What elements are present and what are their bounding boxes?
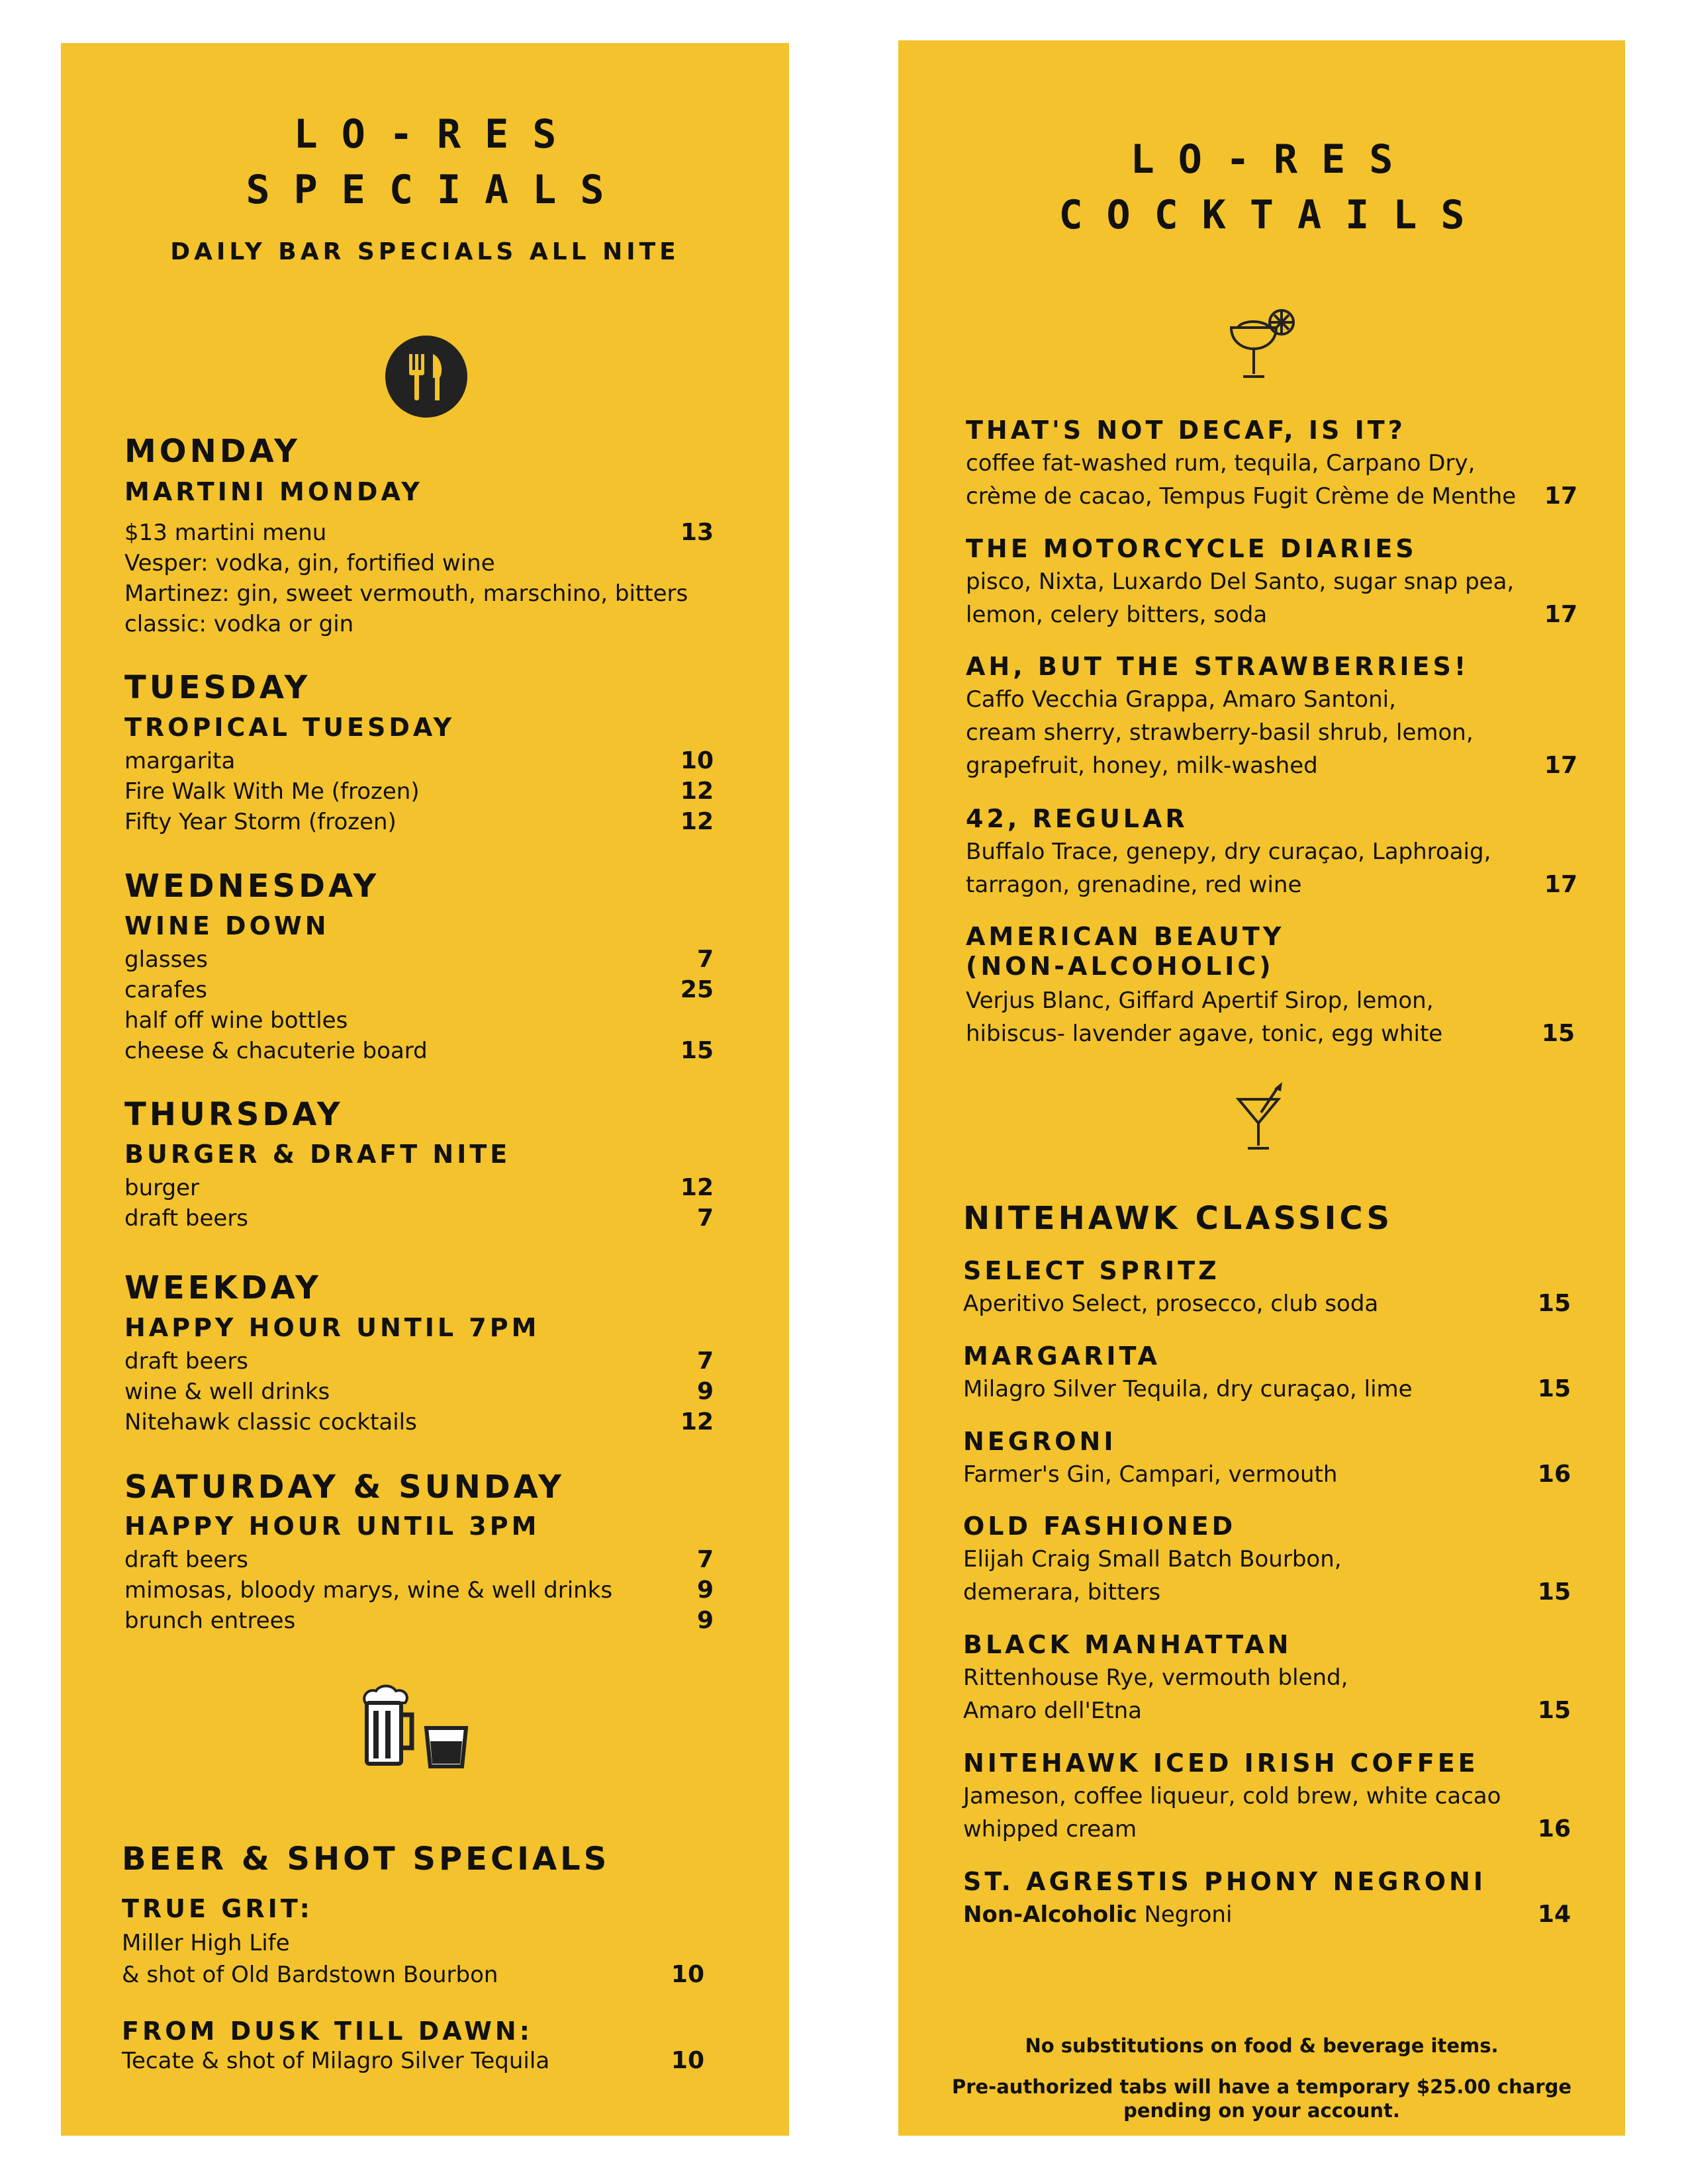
specials-subtitle: DAILY BAR SPECIALS ALL NITE: [170, 238, 680, 265]
dusk-price: 10: [671, 2047, 704, 2074]
weekend-item: mimosas, bloody marys, wine & well drinks: [124, 1577, 613, 1604]
weekday-price: 9: [696, 1378, 714, 1405]
weekday-item: Nitehawk classic cocktails: [124, 1409, 417, 1435]
wednesday-price: 25: [680, 976, 714, 1003]
weekday-item: draft beers: [124, 1348, 249, 1375]
wednesday-special-name: WINE DOWN: [124, 911, 330, 940]
monday-item: Vesper: vodka, gin, fortified wine: [124, 550, 495, 576]
tuesday-item: Fifty Year Storm (frozen): [124, 809, 397, 835]
classic-line: Rittenhouse Rye, vermouth blend,: [963, 1664, 1348, 1691]
thursday-heading: THURSDAY: [124, 1096, 344, 1133]
wednesday-item: glasses: [124, 946, 208, 973]
weekend-heading: SATURDAY & SUNDAY: [124, 1469, 565, 1506]
thursday-price: 12: [680, 1174, 714, 1201]
substitution-note: No substitutions on food & beverage items.: [1025, 2034, 1499, 2057]
cocktail-price: 17: [1544, 482, 1577, 510]
cocktail-price: 17: [1544, 871, 1577, 898]
true-grit-name: TRUE GRIT:: [122, 1894, 313, 1923]
classic-line: Elijah Craig Small Batch Bourbon,: [963, 1546, 1342, 1572]
weekday-heading: WEEKDAY: [124, 1269, 322, 1306]
wednesday-item: cheese & chacuterie board: [124, 1038, 428, 1064]
classic-price: 16: [1537, 1815, 1571, 1843]
cocktail-name: AH, BUT THE STRAWBERRIES!: [966, 652, 1470, 681]
specials-title-line2: SPECIALS: [246, 167, 628, 213]
classic-price: 15: [1537, 1375, 1571, 1402]
cocktail-price: 15: [1541, 1020, 1575, 1047]
martini-glass-icon: [1235, 1079, 1288, 1152]
weekday-item: wine & well drinks: [124, 1379, 330, 1405]
monday-price: 13: [680, 519, 714, 546]
cocktail-price: 17: [1544, 601, 1577, 628]
monday-item: $13 martini menu: [124, 520, 327, 546]
fork-knife-icon: [384, 334, 469, 419]
non-alcoholic-label: Non-Alcoholic: [963, 1901, 1137, 1928]
weekend-item: draft beers: [124, 1547, 249, 1573]
cocktail-name-note: (NON-ALCOHOLIC): [966, 952, 1274, 981]
cocktails-title-line2: COCKTAILS: [1058, 192, 1489, 238]
classic-line-text: Negroni: [1144, 1901, 1233, 1928]
classic-name: ST. AGRESTIS PHONY NEGRONI: [963, 1867, 1486, 1896]
classic-price: 15: [1537, 1578, 1571, 1606]
monday-special-name: MARTINI MONDAY: [124, 477, 423, 506]
classic-name: SELECT SPRITZ: [963, 1256, 1220, 1285]
classic-name: OLD FASHIONED: [963, 1512, 1237, 1541]
wednesday-price: 7: [696, 946, 714, 973]
classic-price: 14: [1537, 1901, 1571, 1928]
classic-price: 15: [1537, 1697, 1571, 1724]
specials-panel: [61, 43, 789, 2136]
classic-line: Jameson, coffee liqueur, cold brew, white cacao: [963, 1783, 1501, 1809]
tuesday-price: 10: [680, 747, 714, 774]
cocktail-price: 17: [1544, 752, 1577, 779]
cocktail-line: crème de cacao, Tempus Fugit Crème de Menthe: [966, 483, 1517, 510]
tuesday-item: margarita: [124, 748, 236, 774]
cocktail-name: THE MOTORCYCLE DIARIES: [966, 534, 1417, 563]
true-grit-line: Miller High Life: [122, 1930, 290, 1956]
tuesday-heading: TUESDAY: [124, 669, 311, 706]
weekend-price: 9: [696, 1576, 714, 1604]
tuesday-price: 12: [680, 778, 714, 805]
classic-line: Aperitivo Select, prosecco, club soda: [963, 1291, 1379, 1317]
cocktail-line: lemon, celery bitters, soda: [966, 602, 1268, 628]
cocktail-line: cream sherry, strawberry-basil shrub, lemon,: [966, 719, 1474, 746]
weekday-price: 7: [696, 1347, 714, 1375]
cocktails-panel: [898, 40, 1625, 2136]
classic-line: [963, 1899, 1232, 1930]
cocktail-line: tarragon, grenadine, red wine: [966, 872, 1302, 898]
classic-line: Milagro Silver Tequila, dry curaçao, lime: [963, 1376, 1413, 1402]
thursday-special-name: BURGER & DRAFT NITE: [124, 1140, 511, 1169]
monday-item: classic: vodka or gin: [124, 611, 354, 637]
classic-name: NITEHAWK ICED IRISH COFFEE: [963, 1749, 1479, 1778]
thursday-item: burger: [124, 1175, 199, 1201]
wednesday-heading: WEDNESDAY: [124, 868, 380, 905]
wednesday-item: carafes: [124, 977, 207, 1003]
shot-glass-icon: [424, 1725, 469, 1769]
beer-shot-heading: BEER & SHOT SPECIALS: [122, 1841, 610, 1878]
cocktail-name: AMERICAN BEAUTY: [966, 922, 1285, 951]
wednesday-item: half off wine bottles: [124, 1007, 348, 1034]
dusk-line: Tecate & shot of Milagro Silver Tequila: [122, 2048, 550, 2074]
cocktail-line: grapefruit, honey, milk-washed: [966, 752, 1318, 779]
weekend-special-name: HAPPY HOUR UNTIL 3PM: [124, 1512, 540, 1541]
cocktail-name: THAT'S NOT DECAF, IS IT?: [966, 416, 1406, 445]
classic-name: BLACK MANHATTAN: [963, 1630, 1292, 1659]
classic-line: demerara, bitters: [963, 1579, 1161, 1606]
weekday-special-name: HAPPY HOUR UNTIL 7PM: [124, 1313, 540, 1342]
cocktail-line: Caffo Vecchia Grappa, Amaro Santoni,: [966, 686, 1396, 713]
cocktail-line: coffee fat-washed rum, tequila, Carpano Dry,: [966, 450, 1476, 477]
cocktail-line: Verjus Blanc, Giffard Apertif Sirop, lemon,: [966, 987, 1434, 1014]
tuesday-price: 12: [680, 808, 714, 835]
beer-mug-icon: [359, 1684, 417, 1769]
true-grit-line: & shot of Old Bardstown Bourbon: [122, 1962, 498, 1988]
weekend-item: brunch entrees: [124, 1608, 296, 1634]
cocktail-line: pisco, Nixta, Luxardo Del Santo, sugar snap pea,: [966, 569, 1515, 595]
classic-price: 15: [1537, 1290, 1571, 1317]
wednesday-price: 15: [680, 1037, 714, 1064]
tab-charge-note: pending on your account.: [1123, 2099, 1400, 2122]
classic-name: NEGRONI: [963, 1427, 1117, 1456]
specials-title-line1: LO-RES: [293, 111, 581, 158]
true-grit-price: 10: [671, 1961, 704, 1988]
weekend-price: 7: [696, 1546, 714, 1573]
thursday-item: draft beers: [124, 1205, 249, 1232]
tab-charge-note: Pre-authorized tabs will have a temporary $25.00 charge: [951, 2075, 1572, 2098]
thursday-price: 7: [696, 1205, 714, 1232]
cocktail-line: hibiscus- lavender agave, tonic, egg white: [966, 1021, 1443, 1047]
cocktail-name: 42, REGULAR: [966, 804, 1188, 833]
monday-heading: MONDAY: [124, 433, 301, 470]
cocktail-line: Buffalo Trace, genepy, dry curaçao, Laphroaig,: [966, 839, 1491, 865]
margarita-glass-icon: [1227, 305, 1300, 385]
monday-item: Martinez: gin, sweet vermouth, marschino, bitters: [124, 580, 688, 607]
classic-line: Farmer's Gin, Campari, vermouth: [963, 1461, 1338, 1488]
classic-line: whipped cream: [963, 1816, 1137, 1843]
tuesday-special-name: TROPICAL TUESDAY: [124, 713, 455, 742]
classic-price: 16: [1537, 1461, 1571, 1488]
dusk-name: FROM DUSK TILL DAWN:: [122, 2017, 533, 2046]
classic-line: Amaro dell'Etna: [963, 1698, 1142, 1724]
weekend-price: 9: [696, 1607, 714, 1634]
classic-name: MARGARITA: [963, 1342, 1160, 1371]
tuesday-item: Fire Walk With Me (frozen): [124, 778, 420, 805]
classics-heading: NITEHAWK CLASSICS: [963, 1200, 1393, 1237]
weekday-price: 12: [680, 1408, 714, 1435]
cocktails-title-line1: LO-RES: [1130, 136, 1417, 183]
